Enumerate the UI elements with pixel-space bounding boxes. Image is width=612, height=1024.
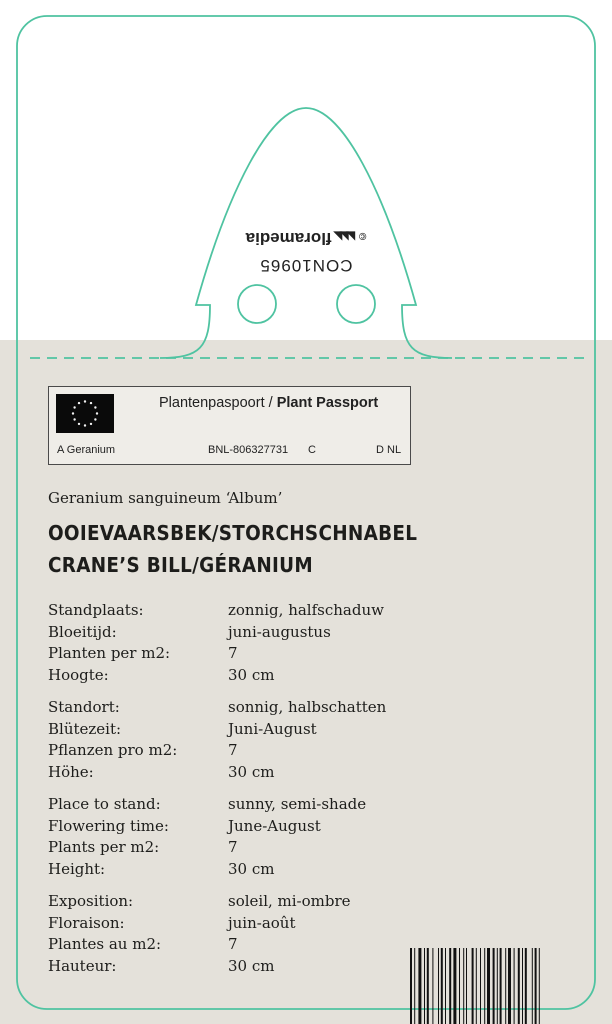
barcode-bar — [466, 948, 467, 1024]
barcode-bar — [497, 948, 498, 1024]
care-value: Juni-August — [228, 719, 317, 738]
eu-star — [94, 418, 96, 420]
barcode-bar — [539, 948, 540, 1024]
care-value: 7 — [228, 644, 238, 662]
eu-star — [94, 406, 96, 408]
eu-star — [84, 400, 86, 402]
passport-title — [159, 395, 378, 411]
care-label: Plantes au m2: — [48, 935, 162, 953]
care-value: sonnig, halbschatten — [228, 698, 387, 716]
barcode-bar — [532, 948, 533, 1024]
floramedia-logo-icon: ◣◣◣ — [335, 230, 355, 242]
common-name-en-fr: CRANE’S BILL/GÉRANIUM — [48, 553, 313, 577]
passport-field-c: C — [308, 444, 316, 456]
barcode-bar — [449, 948, 451, 1024]
barcode-bar — [463, 948, 464, 1024]
care-value: zonnig, halfschaduw — [228, 601, 384, 619]
barcode-bar — [410, 948, 412, 1024]
product-code: CON10965 — [259, 256, 353, 275]
care-value: 30 cm — [228, 762, 275, 781]
care-block-fr — [48, 891, 448, 977]
care-label: Place to stand: — [48, 795, 161, 813]
brand-logo — [206, 228, 406, 248]
care-value: 30 cm — [228, 956, 275, 975]
barcode-bar — [493, 948, 495, 1024]
care-row — [48, 956, 448, 978]
brand-name: floramedia — [245, 229, 332, 248]
eu-star — [96, 412, 98, 414]
barcode-bar — [500, 948, 502, 1024]
eu-star — [73, 406, 75, 408]
care-row — [48, 665, 448, 687]
barcode-icon — [410, 948, 586, 1024]
tab-hole-right — [337, 285, 375, 323]
care-value: juni-augustus — [228, 622, 331, 641]
barcode-bar — [459, 948, 460, 1024]
care-row — [48, 794, 448, 816]
care-row — [48, 697, 448, 719]
care-label: Exposition: — [48, 892, 134, 910]
care-value: juin-août — [228, 913, 296, 932]
care-row — [48, 762, 448, 784]
passport-field-a: A Geranium — [57, 444, 116, 456]
barcode-bar — [427, 948, 429, 1024]
eu-star — [78, 402, 80, 404]
passport-title-en: Plant Passport — [276, 395, 379, 411]
passport-title-nl: Plantenpaspoort / — [159, 395, 277, 411]
care-label: Standort: — [48, 698, 120, 716]
care-block-de — [48, 697, 448, 783]
care-value: June-August — [228, 816, 321, 835]
barcode-bar — [438, 948, 439, 1024]
plant-passport-box — [48, 386, 411, 465]
barcode-bar — [518, 948, 520, 1024]
barcode-bar — [472, 948, 474, 1024]
care-row — [48, 719, 448, 741]
barcode-bar — [445, 948, 446, 1024]
care-label: Blütezeit: — [48, 719, 122, 738]
barcode-bar — [480, 948, 481, 1024]
care-label: Planten per m2: — [48, 644, 171, 662]
barcode-bar — [424, 948, 425, 1024]
care-label: Bloeitijd: — [48, 622, 117, 641]
tab-hole-left — [238, 285, 276, 323]
care-label: Standplaats: — [48, 601, 144, 619]
care-row — [48, 643, 448, 665]
eu-star — [90, 423, 92, 425]
care-value: 7 — [228, 838, 238, 856]
eu-star — [90, 402, 92, 404]
barcode-bar — [441, 948, 443, 1024]
eu-star — [73, 418, 75, 420]
barcode-bar — [487, 948, 490, 1024]
barcode-bar — [432, 948, 433, 1024]
care-value: 30 cm — [228, 665, 275, 684]
care-value: 7 — [228, 935, 238, 953]
eu-star — [84, 424, 86, 426]
barcode-bar — [453, 948, 456, 1024]
barcode-bar — [418, 948, 421, 1024]
care-row — [48, 622, 448, 644]
barcode-bar — [476, 948, 477, 1024]
common-name-nl-de: OOIEVAARSBEK/STORCHSCHNABEL — [48, 521, 418, 545]
eu-star — [72, 412, 74, 414]
care-row — [48, 913, 448, 935]
care-label: Height: — [48, 859, 106, 878]
care-block-nl — [48, 600, 448, 686]
care-row — [48, 859, 448, 881]
care-label: Plants per m2: — [48, 838, 160, 856]
care-row — [48, 600, 448, 622]
care-label: Flowering time: — [48, 816, 169, 835]
care-label: Pflanzen pro m2: — [48, 741, 178, 759]
care-label: Hauteur: — [48, 956, 117, 975]
barcode-bar — [508, 948, 511, 1024]
care-row — [48, 934, 448, 956]
barcode-bar — [525, 948, 527, 1024]
care-label: Floraison: — [48, 913, 125, 932]
care-value: soleil, mi-ombre — [228, 892, 351, 910]
barcode-bar — [505, 948, 506, 1024]
copyright-mark: © — [359, 230, 367, 241]
care-row — [48, 816, 448, 838]
care-row — [48, 837, 448, 859]
care-value: 7 — [228, 741, 238, 759]
care-row — [48, 740, 448, 762]
latin-name: Geranium sanguineum ‘Album’ — [48, 489, 283, 507]
eu-flag-icon — [56, 394, 114, 433]
barcode-bar — [522, 948, 523, 1024]
care-label: Höhe: — [48, 762, 94, 781]
care-value: 30 cm — [228, 859, 275, 878]
care-block-en — [48, 794, 448, 880]
passport-field-d: D NL — [376, 444, 402, 456]
eu-star — [78, 423, 80, 425]
barcode-bar — [414, 948, 415, 1024]
barcode-bar — [535, 948, 537, 1024]
barcode-bar — [514, 948, 515, 1024]
care-label: Hoogte: — [48, 665, 109, 684]
care-value: sunny, semi-shade — [228, 795, 367, 813]
passport-field-b: BNL-806327731 — [208, 444, 289, 456]
care-row — [48, 891, 448, 913]
barcode-bar — [484, 948, 485, 1024]
